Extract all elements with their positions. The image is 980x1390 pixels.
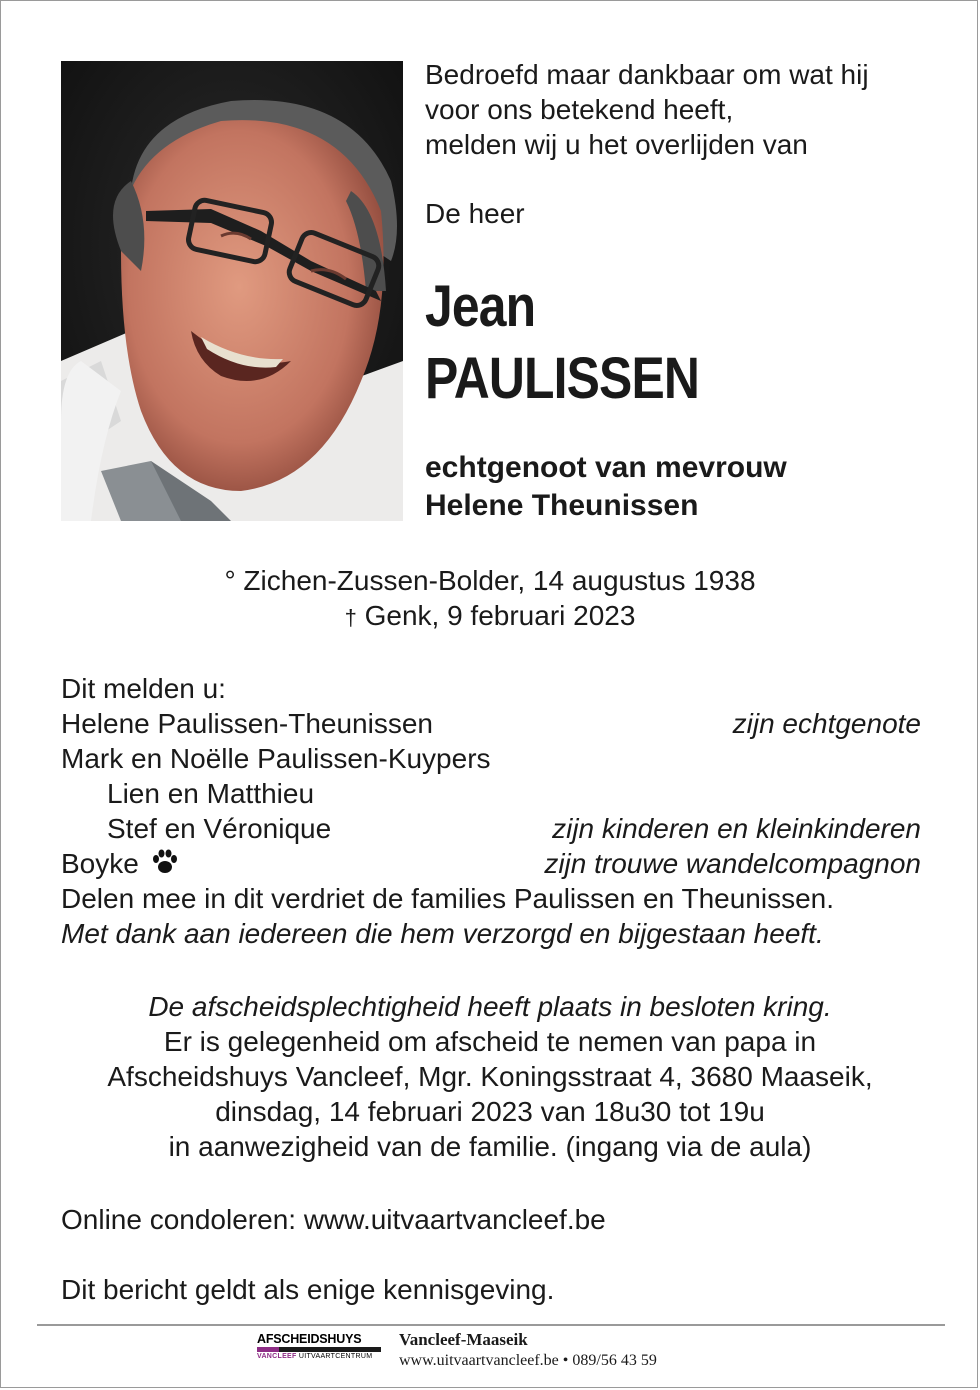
ceremony-line-1: De afscheidsplechtigheid heeft plaats in besloten kring. [148, 991, 832, 1022]
logo-sub-rest: UITVAARTCENTRUM [298, 1353, 373, 1360]
logo-sub-text [257, 1353, 381, 1360]
ceremony-line-2: Er is gelegenheid om afscheid te nemen van papa in [163, 1026, 817, 1057]
footer-divider [37, 1324, 945, 1326]
ceremony-line-3: Afscheidshuys Vancleef, Mgr. Koningsstraat 4, 3680 Maaseik, [107, 1061, 873, 1092]
death-place-date: Genk, 9 februari 2023 [364, 600, 636, 631]
online-condolence: Online condoleren: www.uitvaartvancleef.be [61, 1204, 606, 1235]
family-relation: zijn trouwe wandelcompagnon [544, 848, 921, 879]
family-section [61, 671, 921, 951]
spouse-line-1: echtgenoot van mevrouw [425, 451, 787, 484]
family-row [61, 741, 921, 776]
intro-line-2: voor ons betekend heeft, [425, 94, 734, 125]
family-heading: Dit melden u: [61, 673, 226, 704]
family-row [61, 776, 921, 811]
deceased-title: De heer [425, 198, 525, 229]
portrait-photo [61, 61, 403, 521]
deceased-name [425, 271, 699, 415]
portrait-illustration [61, 61, 403, 521]
family-name: Boyke [61, 848, 139, 879]
last-name: PAULISSEN [425, 346, 700, 411]
spouse-line-2: Helene Theunissen [425, 489, 699, 522]
birth-line: ° Zichen-Zussen-Bolder, 14 augustus 1938 [224, 565, 756, 596]
logo-brand: VANCLEEF [257, 1353, 297, 1360]
footer-contact [399, 1330, 657, 1372]
ceremony-line-5: in aanwezigheid van de familie. (ingang via de aula) [168, 1131, 812, 1162]
family-row [61, 706, 921, 741]
funeral-home-logo [257, 1332, 381, 1372]
intro-text [425, 57, 869, 162]
family-name: Mark en Noëlle Paulissen-Kuypers [61, 743, 491, 774]
family-name: Stef en Véronique [107, 813, 332, 844]
logo-color-bar [257, 1347, 381, 1352]
notice-line: Dit bericht geldt als enige kennisgeving. [61, 1274, 555, 1305]
ceremony-section [1, 989, 979, 1164]
family-row [61, 846, 921, 881]
paw-icon [151, 848, 179, 876]
cross-icon: † [344, 605, 357, 630]
intro-line-3: melden wij u het overlijden van [425, 129, 808, 160]
ceremony-line-4: dinsdag, 14 februari 2023 van 18u30 tot 19u [215, 1096, 765, 1127]
family-row [61, 811, 921, 846]
logo-main-text: AFSCHEIDSHUYS [257, 1332, 362, 1346]
families-share: Delen mee in dit verdriet de families Paulissen en Theunissen. [61, 883, 835, 914]
family-name: Helene Paulissen-Theunissen [61, 708, 433, 739]
thanks-line: Met dank aan iedereen die hem verzorgd en bijgestaan heeft. [61, 918, 824, 949]
intro-line-1: Bedroefd maar dankbaar om wat hij [425, 59, 869, 90]
family-name: Lien en Matthieu [107, 778, 315, 809]
family-relation: zijn echtgenote [732, 708, 921, 739]
company-name: Vancleef-Maaseik [399, 1330, 528, 1349]
first-name: Jean [425, 274, 536, 339]
contact-info: www.uitvaartvancleef.be • 089/56 43 59 [399, 1352, 657, 1369]
family-relation: zijn kinderen en kleinkinderen [552, 813, 921, 844]
death-line [1, 599, 979, 635]
spouse-info [425, 449, 787, 525]
